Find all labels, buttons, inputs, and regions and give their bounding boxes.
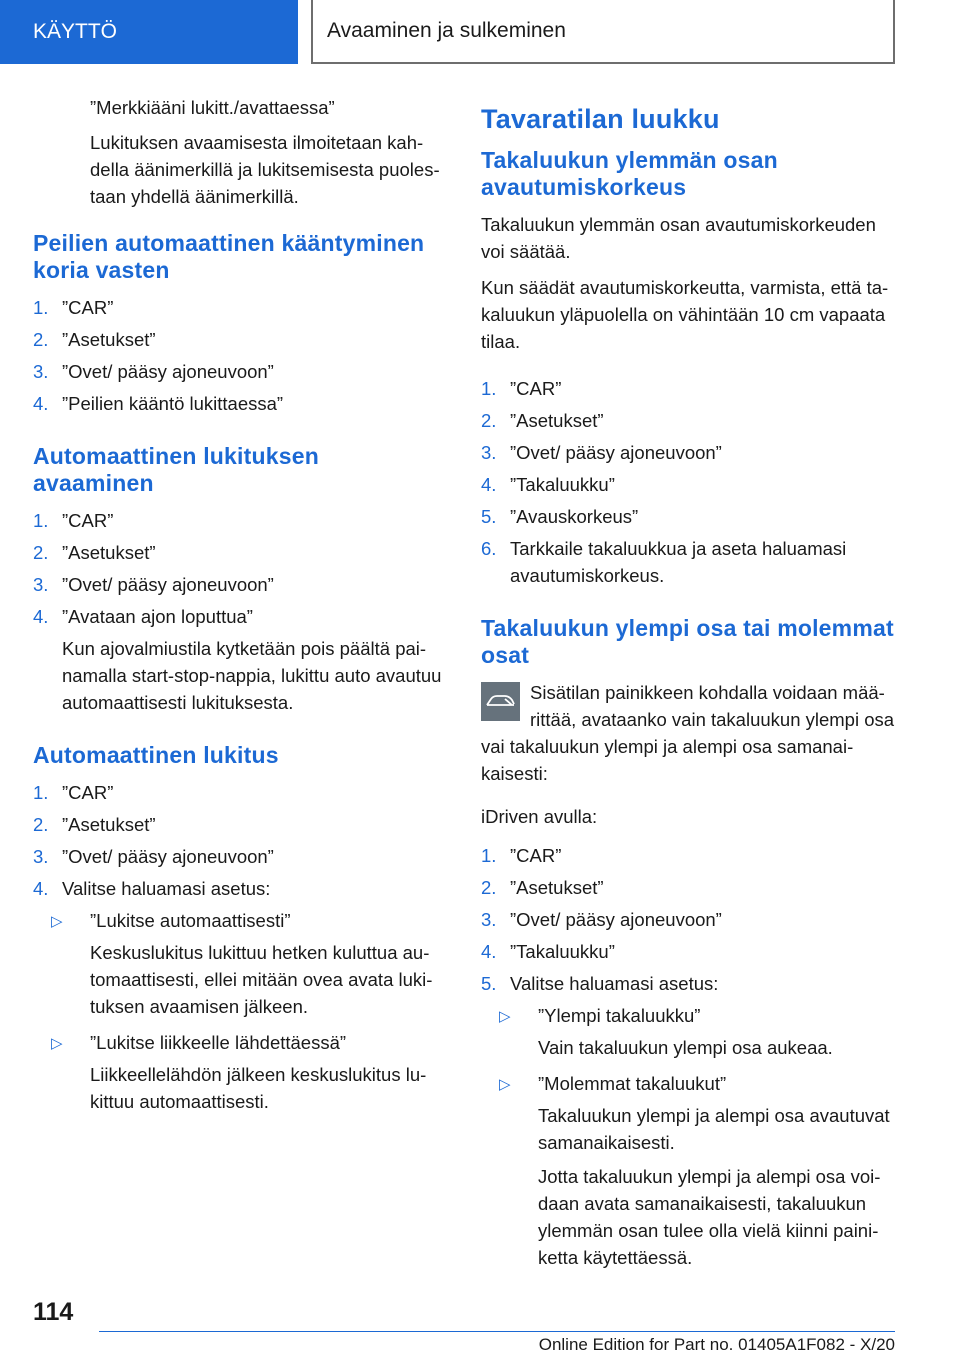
both-list: [481, 842, 895, 1271]
auto-lock-heading: Automaattinen lukitus: [33, 742, 279, 768]
height-para-1: Takaluukun ylemmän osan avautumiskorkeuden voi säätää.: [481, 214, 876, 262]
option-description: Takaluukun ylempi ja alempi osa avautuvat samanaikaisesti.: [538, 1105, 890, 1153]
option-description-2: Jotta takaluukun ylempi ja alempi osa voidaan avata samanaikaisesti, takaluukun ylemmän osan tulee olla vielä kiinni painiketta käytettäessä.: [538, 1166, 881, 1268]
tailgate-note: [481, 679, 895, 787]
list-item: 1. ”CAR”: [33, 782, 114, 803]
auto-unlock-heading: Automaattinen lukituksen avaaminen: [33, 443, 319, 496]
tailgate-car-icon: [481, 682, 520, 721]
intro-text: Lukituksen avaamisesta ilmoitetaan kahdella äänimerkillä ja lukitsemisesta puolestaan yhdellä äänimerkillä.: [90, 132, 440, 207]
left-column: [33, 94, 445, 1124]
list-item: 4. ”Takaluukku”: [481, 941, 615, 962]
triangle-icon: ▷: [499, 1008, 511, 1025]
triangle-icon: ▷: [499, 1076, 511, 1093]
list-item: 3. ”Ovet/ pääsy ajoneuvoon”: [481, 909, 722, 930]
tailgate-note-text: Sisätilan painikkeen kohdalla voidaan määrittää, avataanko vain takaluukun ylempi osa vai takaluukun ylempi ja alempi osa samanaikaisesti:: [481, 682, 895, 784]
option-item: ▷ ”Molemmat takaluukut”: [481, 1070, 895, 1097]
list-item: 1. ”CAR”: [481, 378, 562, 399]
list-item: 2. ”Asetukset”: [481, 410, 604, 431]
chapter-header: [311, 0, 895, 64]
option-description: Liikkeellelähdön jälkeen keskuslukitus lukittuu automaattisesti.: [90, 1064, 427, 1112]
list-item: 2. ”Asetukset”: [33, 329, 156, 350]
footer-edition: Online Edition for Part no. 01405A1F082 - X/20: [538, 1335, 895, 1354]
option-item: ▷ ”Ylempi takaluukku”: [481, 1002, 895, 1029]
list-item: 3. ”Ovet/ pääsy ajoneuvoon”: [33, 846, 274, 867]
both-heading: Takaluukun ylempi osa tai molemmat osat: [481, 615, 894, 668]
section-title: KÄYTTÖ: [33, 20, 118, 43]
list-item: 5. Valitse haluamasi asetus:: [481, 973, 719, 994]
list-item: 1. ”CAR”: [481, 845, 562, 866]
height-list: [481, 375, 895, 589]
list-item: 4. ”Takaluukku”: [481, 474, 615, 495]
list-item: 2. ”Asetukset”: [33, 814, 156, 835]
chapter-title: Avaaminen ja sulkeminen: [327, 19, 566, 42]
intro-item: ”Merkkiääni lukitt./avattaessa”: [90, 97, 335, 118]
option-item: ▷ ”Lukitse automaattisesti”: [33, 907, 445, 934]
mirrors-heading: Peilien automaattinen kääntyminen koria vasten: [33, 230, 425, 283]
tailgate-heading: Tavaratilan luukku: [481, 104, 720, 134]
list-item: 4. ”Avataan ajon loputtua”: [33, 606, 253, 627]
auto-unlock-description: Kun ajovalmiustila kytketään pois päältä painamalla start-stop-nappia, lukittu auto avautuu automaattisesti lukituksesta.: [62, 638, 442, 713]
height-para-2: Kun säädät avautumiskorkeutta, varmista, että takaluukun yläpuolella on vähintään 10 cm vapaata tilaa.: [481, 277, 889, 352]
list-item: 3. ”Ovet/ pääsy ajoneuvoon”: [33, 574, 274, 595]
list-item: 3. ”Ovet/ pääsy ajoneuvoon”: [481, 442, 722, 463]
list-item: 1. ”CAR”: [33, 297, 114, 318]
list-item: 5. ”Avauskorkeus”: [481, 506, 639, 527]
option-item: ▷ ”Lukitse liikkeelle lähdettäessä”: [33, 1029, 445, 1056]
auto-unlock-list: [33, 507, 445, 716]
section-tab: [0, 0, 298, 64]
list-item: 6. Tarkkaile takaluukkua ja aseta haluamasi avautumiskorkeus.: [481, 538, 847, 586]
list-item: 2. ”Asetukset”: [481, 877, 604, 898]
triangle-icon: ▷: [51, 913, 63, 930]
auto-lock-list: [33, 779, 445, 1115]
height-heading: Takaluukun ylemmän osan avautumiskorkeus: [481, 147, 778, 200]
idrive-label: iDriven avulla:: [481, 806, 598, 827]
right-column: [481, 94, 895, 1280]
list-item: 3. ”Ovet/ pääsy ajoneuvoon”: [33, 361, 274, 382]
list-item: 2. ”Asetukset”: [33, 542, 156, 563]
list-item: 1. ”CAR”: [33, 510, 114, 531]
page-number: 114: [33, 1298, 74, 1326]
mirrors-list: [33, 294, 445, 417]
option-description: Keskuslukitus lukittuu hetken kuluttua automaattisesti, ellei mitään ovea avata lukituksen avaamisen jälkeen.: [90, 942, 433, 1017]
option-description: Vain takaluukun ylempi osa aukeaa.: [538, 1037, 833, 1058]
triangle-icon: ▷: [51, 1035, 63, 1052]
footer-divider: [99, 1331, 895, 1332]
list-item: 4. ”Peilien kääntö lukittaessa”: [33, 393, 284, 414]
list-item: 4. Valitse haluamasi asetus:: [33, 878, 271, 899]
